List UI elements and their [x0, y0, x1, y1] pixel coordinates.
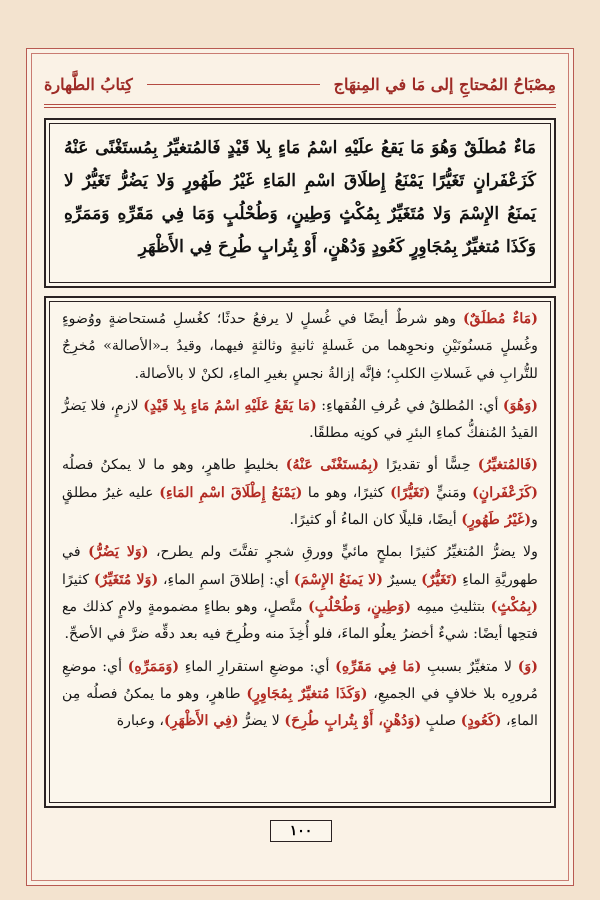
sharh-segment: وهو شرطٌ أيضًا في غُسلٍ لا يرفعُ حدثًا؛ كغُسلِ مُستحاضةٍ ووُضوءٍ وغُسلٍ مَسنُونَيْنِ ونحوِهما من غَسلةٍ ثانيةٍ وثالثةٍ فيهما، وقيدُ بـ«الأصالة» مُخرِجٌ للتُّرابِ في غَسلاتِ الكلبِ؛ فإنَّه إزالةُ نجسٍ بغيرِ الماءِ، لكنْ لا بالأصالة.	[62, 311, 538, 382]
matn-quote: (كَزَعْفَرانٍ)	[472, 484, 539, 501]
page-number: ١٠٠	[270, 820, 332, 842]
matn-quote: (مَاءٌ مُطلَقٌ)	[462, 311, 538, 327]
matn-text: مَاءٌ مُطلَقٌ وَهُوَ مَا يَقعُ علَيْهِ اسْمُ مَاءٍ بِلا قَيْدٍ فَالمُتغيِّرُ بِمُستَغْنًى عَنْهُ كَزَعْفَرانٍ تَغَيُّرًا يَمْنَعُ إِطلَاقَ اسْمِ المَاءِ غَيْرُ طَهُورٍ وَلا يَضُرُّ تَغَيُّرٌ لا يَمنَعُ الإِسْمَ وَلا مُتَغَيِّرٌ بِمُكْثٍ وَطِينٍ، وَطُحْلُبٍ وَمَا فِي مَقَرِّهِ وَمَمَرِّهِ وَكَذَا مُتغيِّرٌ بِمُجَاوِرٍ كَعُودٍ وَدُهْنٍ، أَوْ بِتُرابٍ طُرِحَ فِي الأَظْهَرِ	[64, 138, 536, 257]
matn-quote: (لا يَمنَعُ الإِسْمَ)	[293, 571, 383, 588]
sharh-paragraph	[62, 393, 538, 448]
matn-box	[44, 118, 556, 288]
matn-quote: (مَا يَقَعُ عَلَيْهِ اسْمُ مَاءٍ بِلا قَيْدٍ)	[143, 397, 317, 414]
matn-quote: (تَغَيُّرًا)	[390, 484, 431, 501]
sharh-paragraph	[62, 654, 538, 736]
matn-quote: (فَالمُتغيِّرُ)	[477, 457, 538, 474]
matn-quote: (غَيْرُ طَهُورٍ)	[461, 512, 532, 529]
matn-quote: (وَدُهْنٍ، أَوْ بِتُرابٍ طُرِحَ)	[284, 713, 422, 730]
chapter-title: كِتابُ الطَّهارة	[44, 74, 133, 94]
sharh-segment: ، وعبارة	[116, 713, 164, 730]
matn-quote: (مَا فِي مَقَرِّهِ)	[335, 658, 422, 675]
matn-quote: (وَكَذَا مُتغيِّرٌ بِمُجَاوِرٍ)	[246, 685, 368, 702]
sharh-segment: ولا يضرُّ المُتغيِّرُ كثيرًا بملحٍ مائيٍّ وورقِ شجرٍ تفتَّتَ ولم يطرح،	[148, 544, 538, 561]
sharh-segment: طاهرٍ، وهو ما يمكنُ فصلُه مِن الماءِ،	[62, 685, 538, 730]
sharh-segment: كثيرًا، وهو ما	[302, 484, 391, 501]
sharh-segment: لا يضرُّ	[238, 713, 285, 730]
sharh-segment: صلبٍ	[421, 713, 461, 730]
sharh-segment: كثيرًا	[62, 571, 94, 588]
matn-quote: (وَهُوَ)	[502, 397, 539, 414]
matn-quote: (وَمَمَرِّهِ)	[127, 658, 180, 675]
sharh-box	[44, 296, 556, 808]
running-header	[44, 66, 556, 102]
sharh-segment: لا متغيِّرٌ بسببِ	[421, 658, 518, 675]
sharh-segment: حِسًّا أو تقديرًا	[378, 457, 478, 474]
matn-quote: (وَلا مُتَغَيِّرٌ)	[93, 571, 159, 588]
matn-quote: (وَ)	[517, 658, 538, 675]
matn-quote: (تَغَيُّرٌ)	[421, 571, 458, 588]
header-divider	[147, 84, 320, 85]
sharh-segment: لازمٍ، فلا يَضرُّ القيدُ المُنفكُّ كماءِ البئرِ في كونِه مطلقًا.	[62, 397, 538, 442]
sharh-paragraph	[62, 306, 538, 388]
sharh-segment: ومَنيٍّ	[430, 484, 473, 501]
sharh-segment: عليه غيرُ مطلقٍ و	[62, 484, 538, 529]
sharh-text	[62, 306, 538, 740]
sharh-segment: بتثليثِ ميمِه	[411, 598, 491, 615]
matn-quote: (وَطِينٍ، وَطُحْلُبٍ)	[308, 598, 412, 615]
sharh-paragraph	[62, 452, 538, 534]
matn-quote: (بِمُكْثٍ)	[490, 598, 538, 615]
sharh-segment: أي: موضعِ استقرارِ الماءِ	[179, 658, 336, 675]
book-title: مِصْبَاحُ المُحتاجِ إلى مَا في المِنهَاج	[333, 74, 556, 94]
sharh-segment: يسيرٌ	[382, 571, 422, 588]
sharh-segment: أي: المُطلقُ في عُرفِ الفُقهاءِ:	[316, 397, 503, 414]
sharh-segment: متَّصلٍ، وهو بطاءٍ مضمومةٍ ولامٍ كذلك مع فتحِها أيضًا: شيءٌ أخضرُ يعلُو الماءَ، فلو أُخِذَ منه وطُرِحَ فيه بعد دقِّه ضرَّ في الأصحِّ.	[62, 598, 538, 643]
matn-quote: (بِمُستَغْنًى عَنْهُ)	[285, 457, 379, 474]
sharh-segment: أيضًا، قليلًا كان الماءُ أو كثيرًا.	[289, 512, 462, 529]
sharh-segment: أي: إطلاقَ اسمِ الماءِ،	[158, 571, 294, 588]
sharh-segment: أي: موضعِ مُرورِه بلا خلافٍ في الجميعِ،	[62, 658, 538, 702]
header-rule	[44, 104, 556, 108]
matn-quote: (يَمْنَعُ إِطْلَاقَ اسْمِ المَاءِ)	[159, 484, 303, 501]
sharh-segment: في طهوريَّةِ الماءِ	[62, 544, 538, 588]
sharh-paragraph	[62, 539, 538, 648]
matn-quote: (كَعُودٍ)	[460, 713, 502, 730]
sharh-segment: بخليطٍ طاهرٍ، وهو ما لا يمكنُ فصلُه	[62, 457, 286, 474]
matn-quote: (فِي الأَظْهَرِ)	[163, 713, 239, 730]
matn-quote: (وَلا يَضُرُّ)	[88, 544, 149, 561]
